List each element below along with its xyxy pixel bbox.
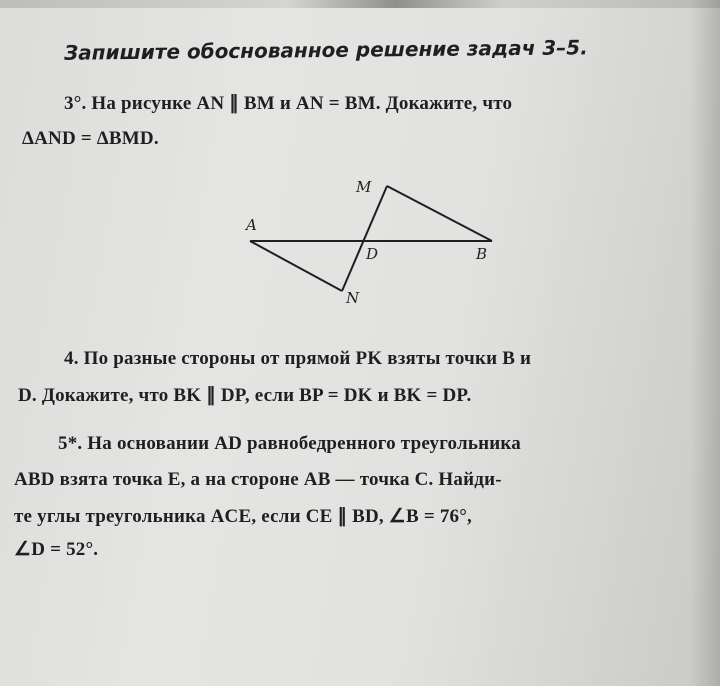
segment-MN [342, 186, 387, 291]
geometry-figure [230, 170, 510, 310]
task3-text-line1: На рисунке AN ∥ BM и AN = BM. Докажите, что [86, 93, 513, 114]
label-D: D [366, 245, 379, 263]
label-N: N [346, 289, 360, 307]
segment-AN [250, 241, 342, 291]
task4-number: 4. [64, 348, 79, 369]
page-shadow [690, 0, 720, 686]
book-binding-strip [0, 0, 720, 8]
segment-MB [387, 186, 492, 241]
task5-line1 [58, 433, 521, 455]
task3-text-line2: ΔAND = ΔBMD. [22, 128, 159, 149]
task5-text-line4: ∠D = 52°. [14, 539, 99, 560]
task3-number: 3°. [64, 93, 87, 114]
task4-text-line2: D. Докажите, что BK ∥ DP, если BP = DK и BK = DP. [18, 385, 472, 406]
section-heading: Запишите обоснованное решение задач 3–5. [63, 35, 588, 65]
task5-text-line3: те углы треугольника ACE, если CE ∥ BD, ∠B = 76°, [14, 506, 472, 527]
task5-text-line2: ABD взята точка E, а на стороне AB — точка C. Найди- [14, 469, 502, 490]
label-B: B [476, 245, 488, 263]
task3-line1 [64, 92, 512, 115]
task5-text-line1: На основании AD равнобедренного треугольника [82, 433, 521, 454]
task5-number: 5*. [58, 433, 83, 454]
task4-text-line1: По разные стороны от прямой PK взяты точки B и [78, 348, 532, 369]
task4-line1 [64, 348, 531, 370]
label-A: A [246, 216, 257, 234]
label-M: M [356, 178, 372, 196]
